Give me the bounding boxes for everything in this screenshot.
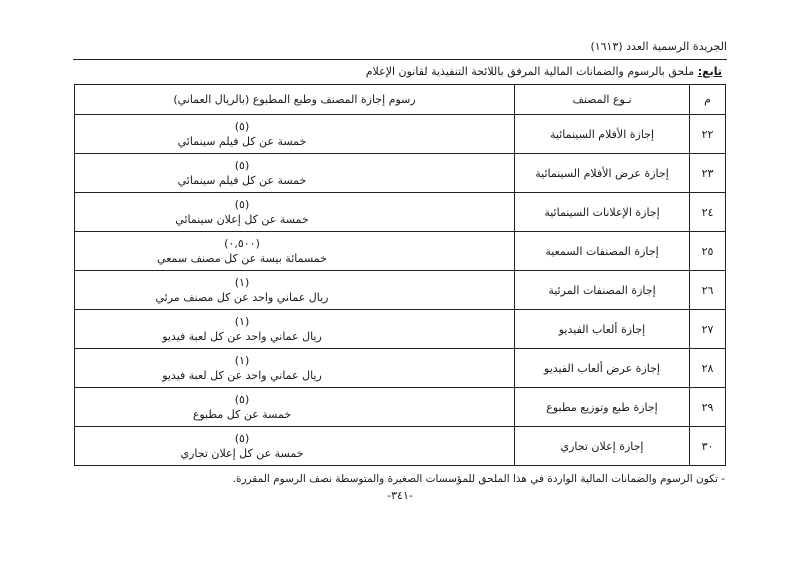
fee-description: ريال عماني واحد عن كل مصنف مرئي (155, 291, 329, 304)
header-type: نـوع المصنف (515, 85, 690, 115)
fee-block (193, 392, 291, 422)
footnote: - تكون الرسوم والضمانات المالية الواردة في هذا الملحق للمؤسسات الصغيرة والمتوسطة نصف الرسوم المقررة. (232, 473, 725, 485)
row-type: إجازة المصنفات المرئية (515, 271, 690, 310)
header-divider (73, 59, 727, 60)
fee-description: خمسة عن كل فيلم سينمائي (177, 135, 307, 148)
caption-lead: تابع: (697, 65, 722, 78)
row-num: ٢٢ (690, 115, 726, 154)
table-row (75, 154, 726, 193)
table-row (75, 232, 726, 271)
fee-description: خمسمائة بيسة عن كل مصنف سمعي (157, 252, 327, 265)
row-type: إجازة إعلان تجاري (515, 427, 690, 466)
row-num: ٣٠ (690, 427, 726, 466)
table-body (75, 115, 726, 466)
fee-block (156, 275, 329, 305)
row-num: ٢٤ (690, 193, 726, 232)
fee-block (178, 158, 307, 188)
row-fee (75, 388, 515, 427)
row-type: إجازة المصنفات السمعية (515, 232, 690, 271)
fee-description: خمسة عن كل فيلم سينمائي (177, 174, 307, 187)
row-type: إجازة الإعلانات السينمائية (515, 193, 690, 232)
header-num: م (690, 85, 726, 115)
row-fee (75, 310, 515, 349)
row-num: ٢٥ (690, 232, 726, 271)
row-type: إجازة ألعاب الفيديو (515, 310, 690, 349)
fee-description: خمسة عن كل مطبوع (192, 408, 292, 421)
fee-description: ريال عماني واحد عن كل لعبة فيديو (162, 369, 322, 382)
fee-block (162, 314, 322, 344)
fee-amount: (١) (234, 315, 250, 328)
row-fee (75, 193, 515, 232)
fee-amount: (٥) (234, 393, 250, 406)
page-number: -٣٤١- (387, 489, 413, 502)
table-row (75, 310, 726, 349)
table-row (75, 115, 726, 154)
fee-block (157, 236, 327, 266)
fee-description: خمسة عن كل إعلان سينمائي (175, 213, 309, 226)
row-type: إجازة عرض الأفلام السينمائية (515, 154, 690, 193)
row-type: إجازة الأفلام السينمائية (515, 115, 690, 154)
fee-description: ريال عماني واحد عن كل لعبة فيديو (162, 330, 322, 343)
row-fee (75, 427, 515, 466)
row-num: ٢٣ (690, 154, 726, 193)
row-fee (75, 154, 515, 193)
gazette-header: الجريدة الرسمية العدد (١٦١٣) (590, 40, 727, 53)
row-fee (75, 232, 515, 271)
fee-amount: (٥) (234, 198, 250, 211)
fee-amount: (٠,٥٠٠) (224, 237, 260, 250)
table-caption (72, 65, 722, 78)
fee-amount: (١) (234, 354, 250, 367)
fee-block (175, 197, 308, 227)
row-num: ٢٧ (690, 310, 726, 349)
row-num: ٢٦ (690, 271, 726, 310)
row-fee (75, 271, 515, 310)
table-row (75, 388, 726, 427)
table-row (75, 271, 726, 310)
fee-block (178, 119, 307, 149)
table-row (75, 427, 726, 466)
row-fee (75, 115, 515, 154)
caption-text: ملحق بالرسوم والضمانات المالية المرفق باللائحة التنفيذية لقانون الإعلام (365, 65, 695, 78)
row-num: ٢٩ (690, 388, 726, 427)
table-header-row (75, 85, 726, 115)
table-row (75, 193, 726, 232)
table-row (75, 349, 726, 388)
fee-amount: (٥) (234, 432, 250, 445)
fee-amount: (٥) (234, 120, 250, 133)
row-type: إجازة طبع وتوزيع مطبوع (515, 388, 690, 427)
row-num: ٢٨ (690, 349, 726, 388)
fee-block (162, 353, 322, 383)
fee-description: خمسة عن كل إعلان تجاري (180, 447, 304, 460)
fee-amount: (١) (234, 276, 250, 289)
fees-table (74, 84, 726, 466)
fee-block (180, 431, 303, 461)
fee-amount: (٥) (234, 159, 250, 172)
header-fee: رسوم إجازة المصنف وطبع المطبوع (بالريال العماني) (75, 85, 515, 115)
row-type: إجازة عرض ألعاب الفيديو (515, 349, 690, 388)
row-fee (75, 349, 515, 388)
